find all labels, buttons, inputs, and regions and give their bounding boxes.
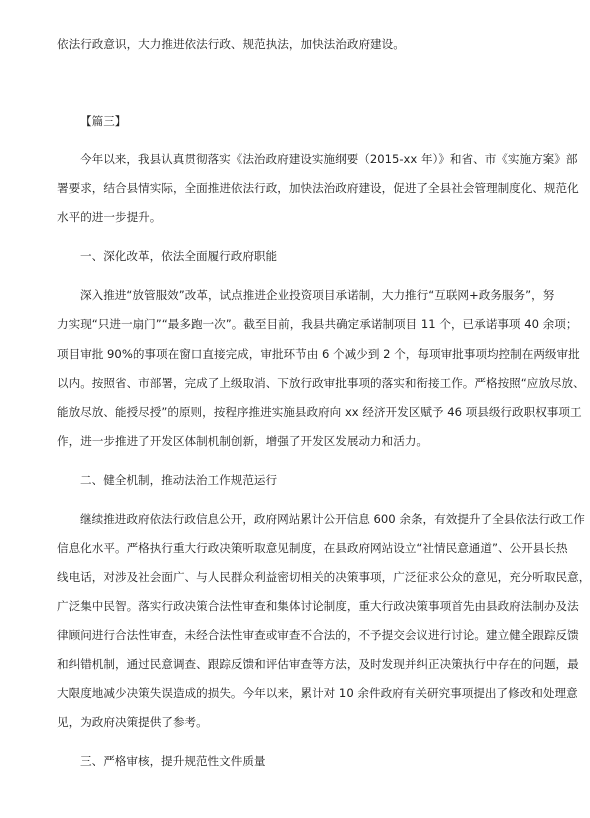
paragraph-line-4: 水平的进一步提升。	[57, 210, 162, 224]
heading-strict-review: 三、严格审核，提升规范性文件质量	[80, 754, 266, 768]
paragraph-line-9: 能放尽放、能授尽授”的原则，按程序推进实施县政府向 xx 经济开发区赋予 46 项县级行政职权事项工	[57, 405, 582, 419]
paragraph-line-10: 作，进一步推进了开发区体制机制创新，增强了开发区发展动力和活力。	[57, 434, 429, 448]
paragraph-line-18: 见，为政府决策提供了参考。	[57, 715, 208, 729]
paragraph-line-1: 依法行政意识，大力推进依法行政、规范执法，加快法治政府建设。	[57, 37, 405, 51]
paragraph-line-5: 深入推进“放管服效”改革，试点推进企业投资项目承诺制，大力推行“互联网+政务服务”，努	[80, 288, 555, 302]
paragraph-line-3: 署要求，结合县情实际，全面推进依法行政，加快法治政府建设，促进了全县社会管理制度化、规范化	[57, 181, 579, 195]
heading-improve-mechanism: 二、健全机制，推动法治工作规范运行	[80, 473, 278, 487]
paragraph-line-6: 力实现“只进一扇门”“最多跑一次”。截至目前，我县共确定承诺制项目 11 个，已承诺事项 40 余项；	[57, 317, 578, 331]
paragraph-line-12: 信息化水平。严格执行重大行政决策听取意见制度，在县政府网站设立“社情民意通道”、公开县长热	[57, 541, 568, 555]
paragraph-line-11: 继续推进政府依法行政信息公开，政府网站累计公开信息 600 余条，有效提升了全县依法行政工作	[80, 512, 585, 526]
paragraph-line-14: 广泛集中民智。落实行政决策合法性审查和集体讨论制度，重大行政决策事项首先由县政府法制办及法	[57, 599, 579, 613]
heading-deepen-reform: 一、深化改革，依法全面履行政府职能	[80, 249, 278, 263]
paragraph-line-2: 今年以来，我县认真贯彻落实《法治政府建设实施纲要（2015-xx 年）》和省、市《实施方案》部	[80, 152, 578, 166]
paragraph-line-16: 和纠错机制，通过民意调查、跟踪反馈和评估审查等方法，及时发现并纠正决策执行中存在的问题，最	[57, 657, 579, 671]
paragraph-line-13: 线电话，对涉及社会面广、与人民群众利益密切相关的决策事项，广泛征求公众的意见，充分听取民意，	[57, 570, 590, 584]
section-title-part-three: 【篇三】	[80, 114, 127, 128]
paragraph-line-8: 以内。按照省、市部署，完成了上级取消、下放行政审批事项的落实和衔接工作。严格按照“应放尽放、	[57, 376, 585, 390]
paragraph-line-15: 律顾问进行合法性审查，未经合法性审查或审查不合法的，不予提交会议进行讨论。建立健全跟踪反馈	[57, 628, 579, 642]
paragraph-line-7: 项目审批 90%的事项在窗口直接完成，审批环节由 6 个减少到 2 个，每项审批事项均控制在两级审批	[57, 347, 580, 361]
paragraph-line-17: 大限度地减少决策失误造成的损失。今年以来，累计对 10 余件政府有关研究事项提出了修改和处理意	[57, 686, 578, 700]
